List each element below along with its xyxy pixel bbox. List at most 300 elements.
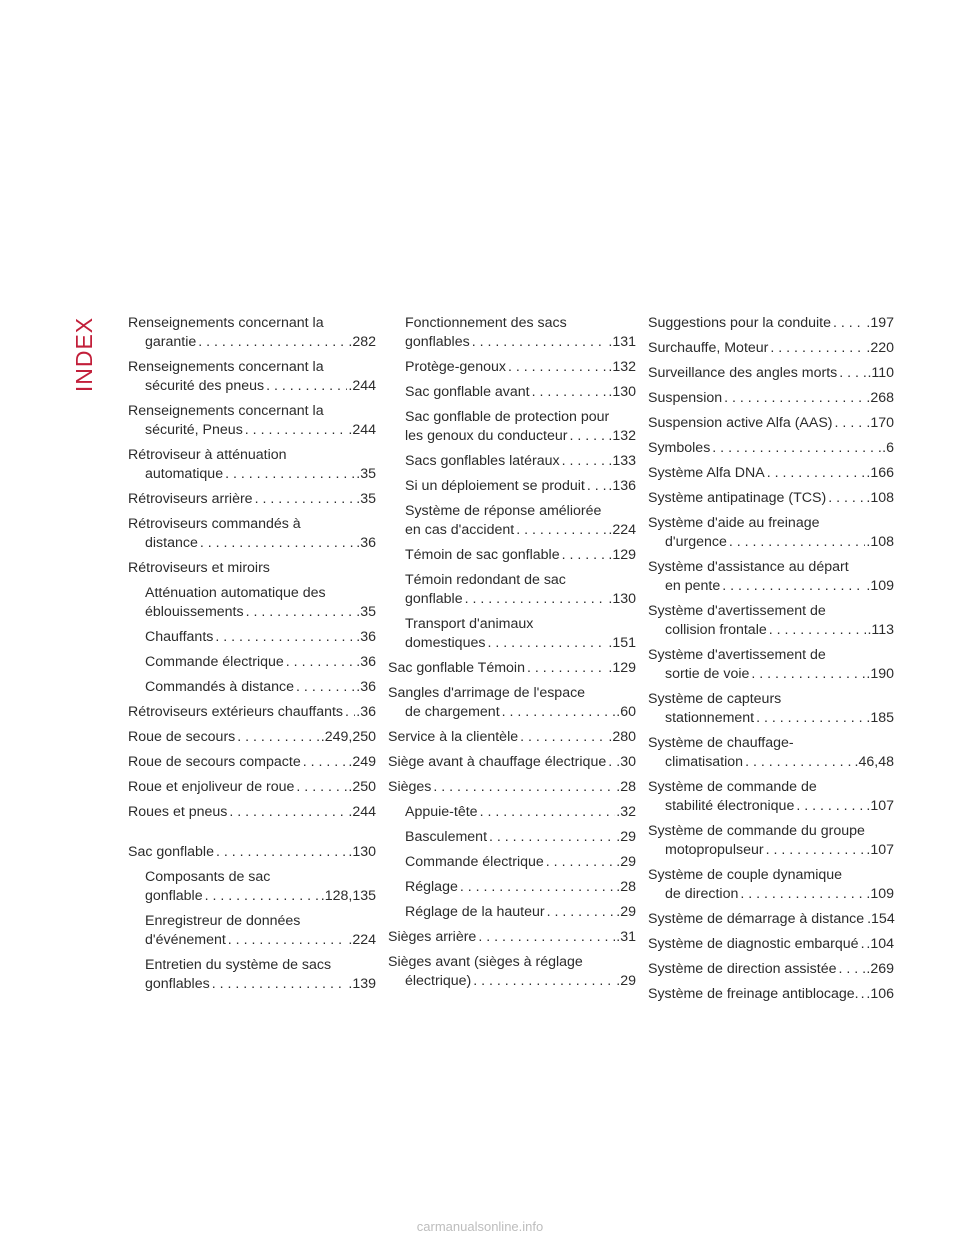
index-entry-text: de chargement [405,704,500,720]
dot-leader [527,659,607,678]
index-entry [648,822,894,860]
dot-leader [835,414,866,433]
index-entry-line [128,490,376,509]
dot-leader [839,364,866,383]
index-entry-page: .36 [356,654,376,670]
index-entry-page: .32 [616,804,636,820]
index-entry-page: .6 [882,440,894,456]
index-entry-page: .129 [608,547,636,563]
index-entry-text: Réglage de la hauteur [405,904,545,920]
dot-leader [246,603,356,622]
dot-leader [286,653,355,672]
index-entry-page: .60 [616,704,636,720]
dot-leader [729,533,866,552]
index-entry-text: Roues et pneus [128,804,228,820]
index-entry-page: .139 [348,976,376,992]
index-entry-page: .133 [608,453,636,469]
index-entry-text: Rétroviseurs extérieurs chauffants [128,704,344,720]
index-entry-page: .109 [866,886,894,902]
index-entry-line [388,703,636,722]
index-entry-line [405,803,636,822]
index-entry-text: gonflables [145,976,210,992]
index-entry-text: Sac gonflable avant [405,384,530,400]
index-entry [388,358,636,377]
dot-leader [296,678,355,697]
index-entry-page: .28 [616,879,636,895]
index-entry-text: Surchauffe, Moteur [648,340,769,356]
index-entry-line [405,546,636,565]
index-entry-line [648,314,894,333]
dot-leader [478,928,615,947]
index-entry-text: Système de direction assistée [648,961,837,977]
index-entry-line [648,577,894,596]
dot-leader [770,339,865,358]
index-side-tab [68,318,102,390]
index-entry-text: Roue de secours compacte [128,754,301,770]
index-entry-page: .130 [348,844,376,860]
index-entry-line [388,778,636,797]
dot-leader [569,427,607,446]
dot-leader [245,421,348,440]
index-entry-text: Témoin de sac gonflable [405,547,560,563]
index-entry [648,439,894,458]
dot-leader [520,728,607,747]
index-entry-text: Roue et enjoliveur de roue [128,779,295,795]
index-entry-heading: Atténuation automatique des [145,585,326,601]
index-entry-heading: Entretien du système de sacs [145,957,332,973]
dot-leader [546,853,615,872]
index-entry-page: .269 [866,961,894,977]
index-column-1 [128,314,376,1000]
index-entry-heading: Sac gonflable de protection pour [405,409,610,425]
index-entry-page: .268 [866,390,894,406]
dot-leader [861,935,866,954]
index-entry-page: .35 [356,604,376,620]
index-entry [128,703,376,722]
index-entry-line [128,843,376,862]
index-entry [648,314,894,333]
index-entry-heading: Système de capteurs [648,691,782,707]
index-entry-line [648,439,894,458]
index-entry-text: garantie [145,334,197,350]
index-entry-text: Système antipatinage (TCS) [648,490,827,506]
index-entry [128,314,376,352]
index-entry-text: Suspension [648,390,723,406]
index-entry-line [128,465,376,484]
index-entry-page: .104 [866,936,894,952]
index-entry-page: .107 [866,842,894,858]
index-entry-heading: Rétroviseurs et miroirs [128,560,270,576]
index-entry-line [648,364,894,383]
dot-leader [228,931,348,950]
index-entry-line [405,452,636,471]
index-entry-heading: Système d'avertissement de [648,603,826,619]
index-entry-text: Siège avant à chauffage électrique [388,754,607,770]
index-entry-text: Commande électrique [145,654,284,670]
dot-leader [487,634,607,653]
index-entry-line [648,489,894,508]
index-entry [648,985,894,1004]
index-entry-page: .107 [866,798,894,814]
dot-leader [562,546,608,565]
index-entry-heading: Sangles d'arrimage de l'espace [388,685,586,701]
index-entry [388,828,636,847]
dot-leader [266,377,347,396]
index-entry [388,928,636,947]
index-entry-text: gonflable [145,888,203,904]
dot-leader [608,753,615,772]
index-entry [648,690,894,728]
dot-leader [740,885,865,904]
index-entry-text: Appuie-tête [405,804,478,820]
index-entry-text: Basculement [405,829,488,845]
dot-leader [489,828,615,847]
index-entry-heading: Système de réponse améliorée [405,503,602,519]
index-entry-heading: Renseignements concernant la [128,315,324,331]
index-entry-page: .29 [616,829,636,845]
index-entry-page: .128,135 [320,888,376,904]
index-entry-line [405,853,636,872]
dot-leader [200,534,355,553]
index-entry [648,464,894,483]
index-entry-text: Protège-genoux [405,359,506,375]
dot-leader [833,314,865,333]
dot-leader [225,465,355,484]
dot-leader [745,753,853,772]
index-entry [648,514,894,552]
dot-leader [433,778,615,797]
index-entry-page: .35 [356,491,376,507]
index-entry-text: Commandés à distance [145,679,295,695]
index-entry-line [405,427,636,446]
index-entry-page: .29 [616,904,636,920]
dot-leader [796,797,865,816]
index-entry-line [648,797,894,816]
index-entry-page: .36 [356,679,376,695]
index-entry-page: .129 [608,660,636,676]
index-entry-page: .197 [866,315,894,331]
index-entry [648,558,894,596]
index-entry-page: .106 [866,986,894,1002]
index-entry-page: .132 [608,359,636,375]
index-entry-line [648,665,894,684]
index-entry-page: .244 [348,378,376,394]
index-entry-line [405,828,636,847]
dot-leader [215,628,355,647]
index-entry [388,803,636,822]
index-entry-heading: Système d'assistance au départ [648,559,849,575]
index-entry-line [128,534,376,553]
index-entry-line [648,935,894,954]
index-entry-text: en pente [665,578,721,594]
index-entry-line [145,887,376,906]
index-entry-page: .31 [616,929,636,945]
index-entry-text: Rétroviseurs arrière [128,491,253,507]
index-entry-heading: Système d'aide au freinage [648,515,820,531]
dot-leader [255,490,356,509]
index-entry-line [648,841,894,860]
index-entry-line [405,333,636,352]
index-entry-page: .190 [866,666,894,682]
index-entry [388,477,636,496]
index-entry-text: sécurité des pneus [145,378,265,394]
index-entry-page: .46,48 [854,754,894,770]
index-entry-line [128,728,376,747]
index-entry-line [128,703,376,722]
index-entry [388,878,636,897]
index-entry [388,383,636,402]
index-entry-text: collision frontale [665,622,767,638]
index-entry-text: gonflable [405,591,463,607]
index-entry-page: .220 [866,340,894,356]
dot-leader [751,665,865,684]
index-entry-line [388,928,636,947]
index-entry-line [128,421,376,440]
dot-leader [472,333,608,352]
index-entry-line [128,778,376,797]
index-entry-line [648,910,894,929]
index-entry [648,734,894,772]
index-entry-line [128,803,376,822]
dot-leader [547,903,616,922]
index-entry-heading: Système de commande de [648,779,817,795]
index-entry [388,753,636,772]
index-entry-text: éblouissements [145,604,244,620]
index-entry [128,956,376,994]
index-entry [128,490,376,509]
index-entry [388,314,636,352]
index-entry-text: stabilité électronique [665,798,795,814]
index-entry-line [145,931,376,950]
index-entry-page: .151 [608,635,636,651]
index-entry [128,843,376,862]
index-entry-line [145,678,376,697]
index-entry-page: .108 [866,534,894,550]
index-entry-page: .29 [616,854,636,870]
index-entry-line [405,634,636,653]
index-entry-line [648,621,894,640]
index-entry [128,678,376,697]
dot-leader [861,985,866,1004]
index-entry [128,358,376,396]
index-entry-text: de direction [665,886,739,902]
index-entry [388,684,636,722]
index-entry [388,853,636,872]
dot-leader [516,521,607,540]
dot-leader [508,358,607,377]
index-entry-page: .249,250 [320,729,376,745]
index-entry-line [145,603,376,622]
index-entry-text: climatisation [665,754,744,770]
index-entry-text: en cas d'accident [405,522,515,538]
index-entry [648,339,894,358]
index-entry-page: .280 [608,729,636,745]
index-entry-text: Surveillance des angles morts [648,365,838,381]
index-entry-heading: Transport d'animaux [405,616,534,632]
dot-leader [532,383,608,402]
index-entry [388,778,636,797]
index-entry [388,408,636,446]
index-entry-page: .130 [608,384,636,400]
index-entry-line [145,975,376,994]
index-entry-line [405,903,636,922]
index-entry-page: .250 [348,779,376,795]
index-entry-page: .36 [356,535,376,551]
index-entry-text: Système de diagnostic embarqué [648,936,859,952]
index-entry-text: Roue de secours [128,729,236,745]
index-entry [648,489,894,508]
dot-leader [216,843,347,862]
dot-leader [838,960,865,979]
dot-leader [345,703,355,722]
index-entry-line [388,753,636,772]
index-entry-page: .154 [867,911,895,927]
index-entry-text: distance [145,535,198,551]
index-entry-heading: Système d'avertissement de [648,647,826,663]
index-entry-heading: Témoin redondant de sac [405,572,566,588]
index-entry-page: .136 [608,478,636,494]
index-entry-page: .224 [348,932,376,948]
index-entry-page: .35 [356,466,376,482]
index-entry-line [388,659,636,678]
dot-leader [587,477,608,496]
index-entry-page: .132 [608,428,636,444]
index-entry-line [128,753,376,772]
index-column-3 [648,314,894,1010]
index-entry-line [648,885,894,904]
dot-leader [460,878,615,897]
index-entry-text: Sac gonflable Témoin [388,660,525,676]
index-entry [128,803,376,822]
index-entry-heading: Système de commande du groupe [648,823,865,839]
dot-leader [465,590,608,609]
index-entry [388,452,636,471]
index-entry-text: Suspension active Alfa (AAS) [648,415,833,431]
dot-leader [562,452,608,471]
index-entry [128,868,376,906]
dot-leader [473,972,615,991]
index-entry-text: Sac gonflable [128,844,214,860]
index-entry-heading: Système de chauffage- [648,735,794,751]
index-entry-line [648,960,894,979]
index-entry [128,728,376,747]
index-entry [128,559,376,578]
index-entry-page: .30 [616,754,636,770]
dot-leader [303,753,348,772]
index-entry-heading: Renseignements concernant la [128,403,324,419]
index-entry [128,753,376,772]
dot-leader [198,333,347,352]
index-entry-line [405,477,636,496]
index-entry [128,446,376,484]
dot-leader [722,577,865,596]
index-entry-text: d'événement [145,932,226,948]
index-entry-text: Si un déploiement se produit [405,478,585,494]
index-entry-page: .28 [616,779,636,795]
index-entry [388,502,636,540]
dot-leader [212,975,348,994]
index-entry-line [648,533,894,552]
index-entry-page: .170 [866,415,894,431]
index-entry [388,953,636,991]
index-entry-line [145,653,376,672]
index-entry [388,903,636,922]
index-entry-line [648,985,894,1004]
index-entry [388,659,636,678]
index-entry [388,615,636,653]
index-entry-text: sortie de voie [665,666,750,682]
index-entry-line [648,753,894,772]
index-entry-page: .244 [348,422,376,438]
index-entry [648,935,894,954]
index-entry-heading: Fonctionnement des sacs [405,315,567,331]
index-entry-page: .130 [608,591,636,607]
index-entry-text: motopropulseur [665,842,764,858]
dot-leader [205,887,320,906]
index-entry-heading: Rétroviseurs commandés à [128,516,301,532]
index-entry-line [388,728,636,747]
index-entry-page: .110 [867,365,894,381]
index-entry-page: .244 [348,804,376,820]
index-entry [388,571,636,609]
index-entry-text: Chauffants [145,629,214,645]
index-entry-line [648,414,894,433]
index-entry-heading: Système de couple dynamique [648,867,843,883]
index-entry [648,960,894,979]
dot-leader [828,489,865,508]
index-entry-heading: Sièges avant (sièges à réglage [388,954,583,970]
dot-leader [480,803,616,822]
dot-leader [767,464,866,483]
index-entry-heading: Composants de sac [145,869,271,885]
index-entry-text: Sacs gonflables latéraux [405,453,560,469]
index-entry [648,778,894,816]
index-entry [128,653,376,672]
index-entry-line [128,377,376,396]
index-entry-heading: Renseignements concernant la [128,359,324,375]
index-entry-page: .282 [348,334,376,350]
index-entry-page: .249 [348,754,376,770]
dot-leader [237,728,320,747]
index-entry-line [648,464,894,483]
index-entry-text: gonflables [405,334,470,350]
index-entry-page: .185 [866,710,894,726]
dot-leader [296,778,347,797]
dot-leader [724,389,865,408]
index-entry-text: Sièges [388,779,432,795]
index-entry-line [405,521,636,540]
index-entry-text: Symboles [648,440,711,456]
index-entry-text: les genoux du conducteur [405,428,568,444]
index-entry-line [145,628,376,647]
index-entry [648,602,894,640]
index-entry-line [405,878,636,897]
index-entry [388,546,636,565]
watermark-footer: carmanualsonline.info [416,1219,544,1234]
index-entry [648,646,894,684]
index-entry-text: automatique [145,466,224,482]
index-entry [648,910,894,929]
index-entry [128,402,376,440]
dot-leader [769,621,867,640]
index-entry-text: Service à la clientèle [388,729,519,745]
index-entry-heading: Enregistreur de données [145,913,301,929]
index-entry-page: .36 [356,629,376,645]
index-entry [648,389,894,408]
index-entry-line [128,333,376,352]
index-entry-line [648,709,894,728]
index-entry-text: Commande électrique [405,854,544,870]
